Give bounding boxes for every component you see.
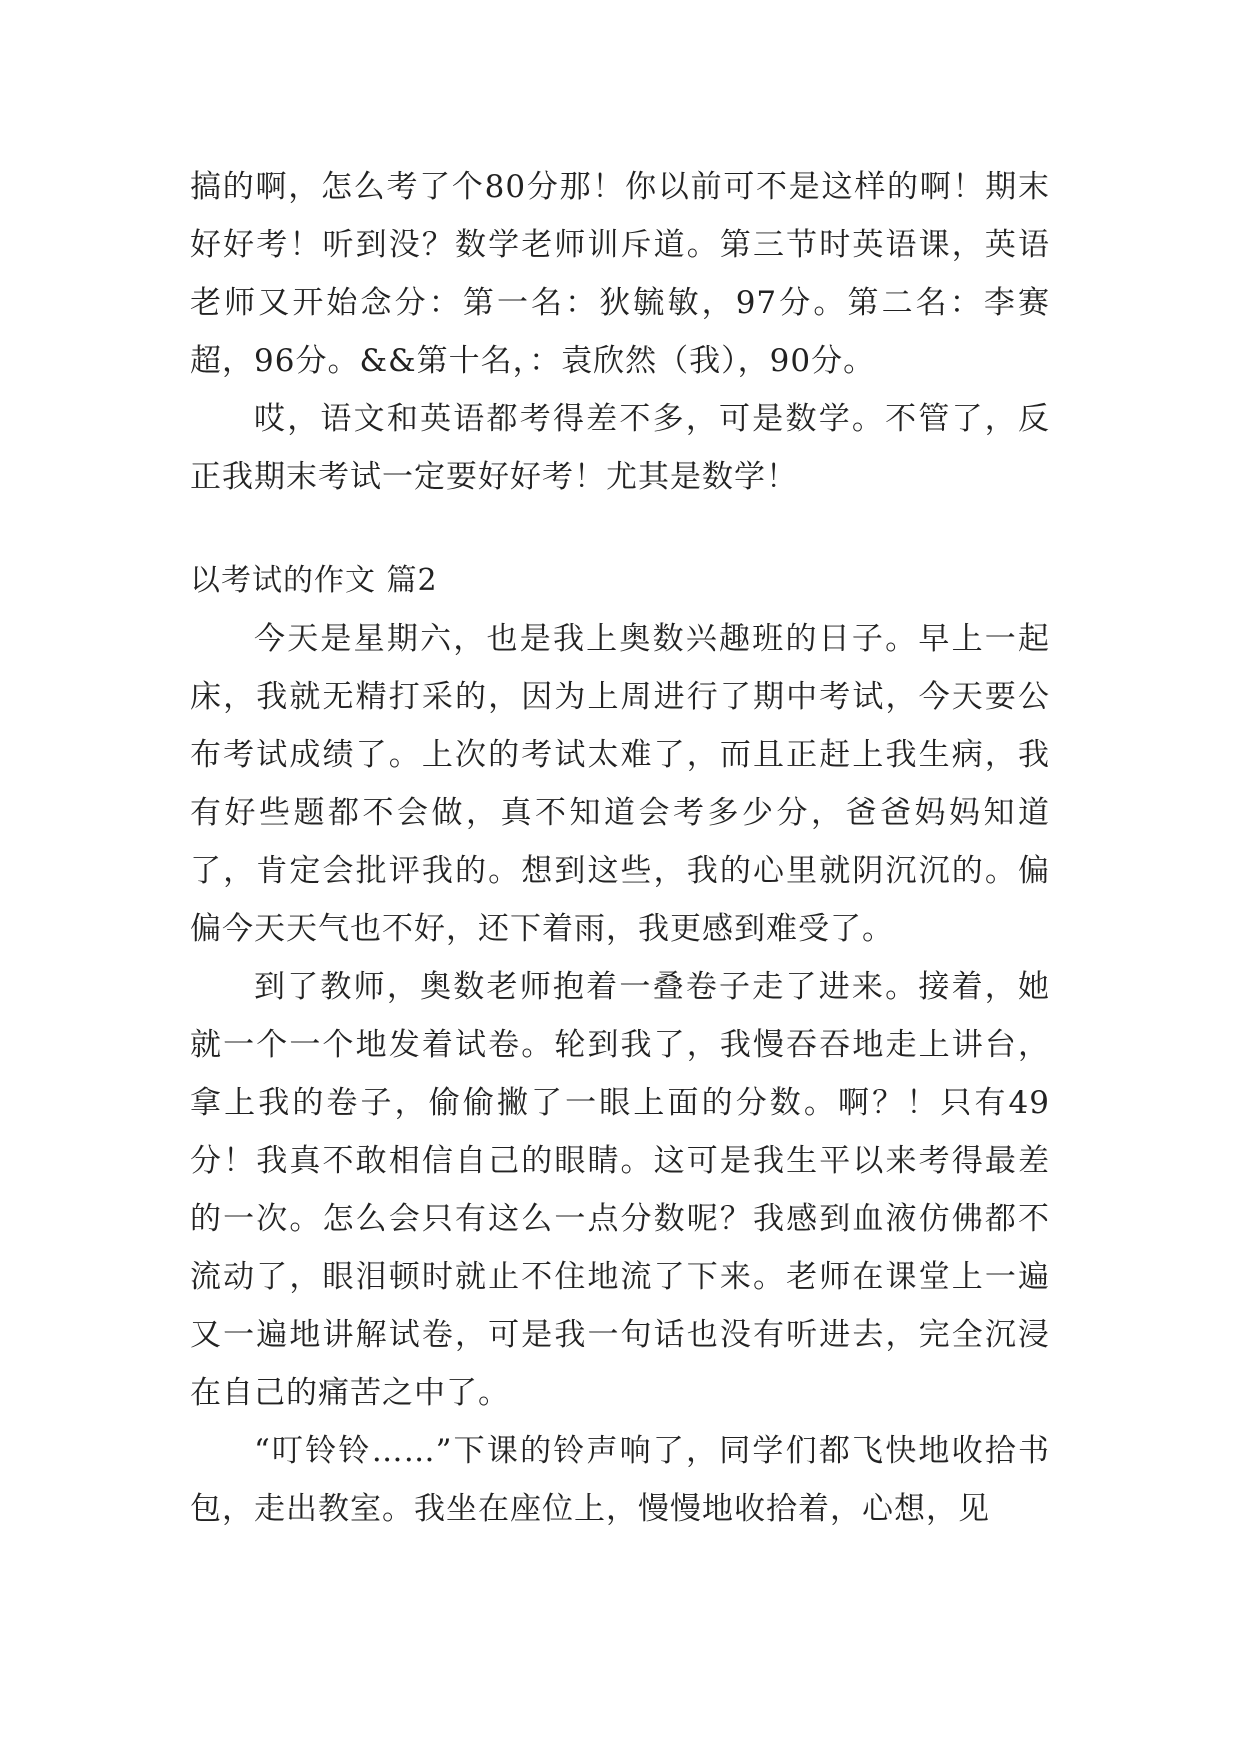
document-body — [190, 158, 1050, 1538]
section-heading: 以考试的作文 篇2 — [190, 563, 438, 598]
paragraph: 哎，语文和英语都考得差不多，可是数学。不管了，反正我期末考试一定要好好考！尤其是数学！ — [190, 401, 1050, 495]
paragraph: 今天是星期六，也是我上奥数兴趣班的日子。早上一起床，我就无精打采的，因为上周进行了期中考试，今天要公布考试成绩了。上次的考试太难了，而且正赶上我生病，我有好些题都不会做，真不知道会考多少分，爸爸妈妈知道了，肯定会批评我的。想到这些，我的心里就阴沉沉的。偏偏今天天气也不好，还下着雨，我更感到难受了。 — [190, 621, 1050, 947]
paragraph: “叮铃铃……”下课的铃声响了，同学们都飞快地收拾书包，走出教室。我坐在座位上，慢慢地收拾着，心想，见 — [190, 1433, 1050, 1527]
paragraph-continued: 搞的啊，怎么考了个80分那！你以前可不是这样的啊！期末好好考！听到没？数学老师训斥道。第三节时英语课，英语老师又开始念分：第一名：狄毓敏，97分。第二名：李赛超，96分。&&第十名，：袁欣然（我），90分。 — [190, 169, 1050, 379]
paragraph: 到了教师，奥数老师抱着一叠卷子走了进来。接着，她就一个一个地发着试卷。轮到我了，我慢吞吞地走上讲台，拿上我的卷子，偷偷撇了一眼上面的分数。啊？！只有49分！我真不敢相信自己的眼睛。这可是我生平以来考得最差的一次。怎么会只有这么一点分数呢？我感到血液仿佛都不流动了，眼泪顿时就止不住地流了下来。老师在课堂上一遍又一遍地讲解试卷，可是我一句话也没有听进去，完全沉浸在自己的痛苦之中了。 — [190, 969, 1050, 1411]
